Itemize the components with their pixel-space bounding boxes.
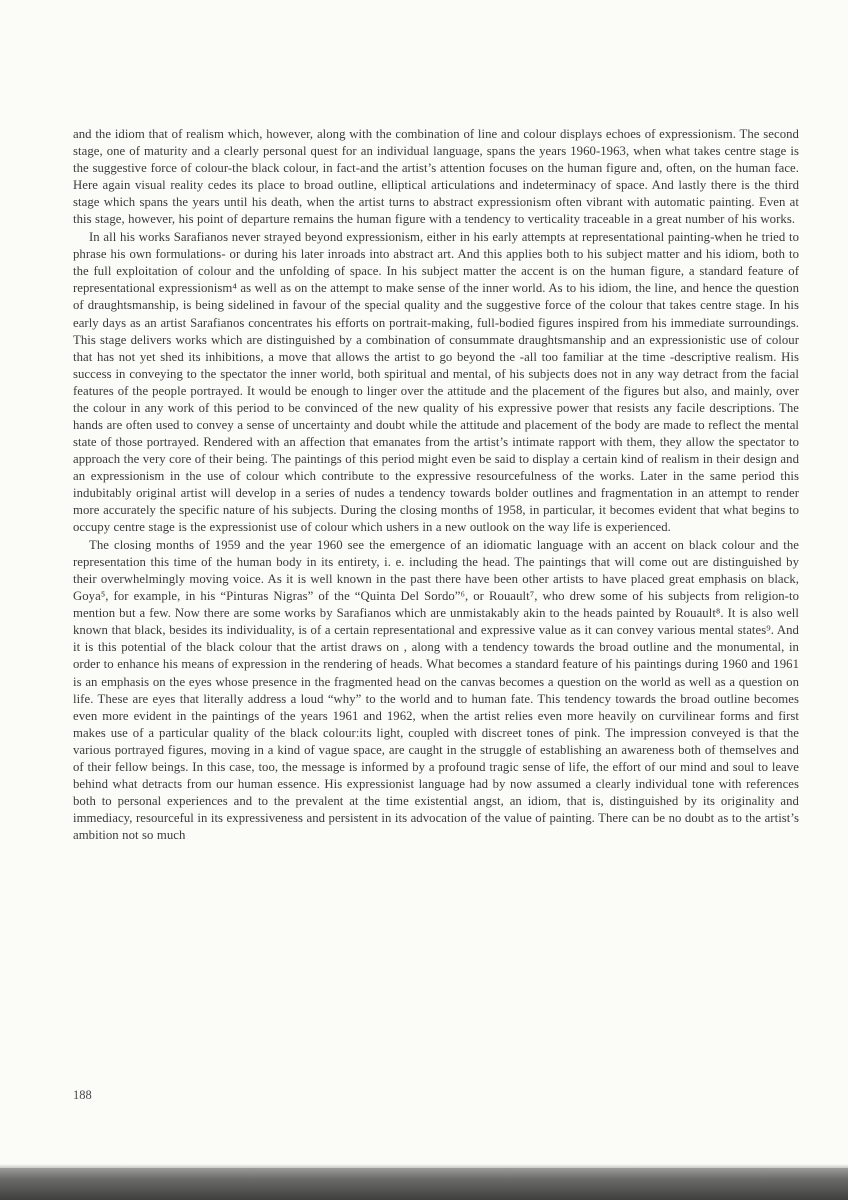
- page-number: 188: [73, 1088, 92, 1102]
- article-body: [73, 126, 799, 844]
- paragraph-2: In all his works Sarafianos never strayed beyond expressionism, either in his early attempts at representational painting-when he tried to phrase his own formulations- or during his later inroads into abstract art. And this applies both to his subject matter and his idiom, both to the full exploitation of colour and the unfolding of space. In his subject matter the accent is on the human figure, a standard feature of representational expressionism⁴ as well as on the attempt to make sense of the inner world. As to his idiom, the line, and hence the question of draughtsmanship, is being sidelined in favour of the special quality and the suggestive force of the colour that takes centre stage. In his early days as an artist Sarafianos concentrates his efforts on portrait-making, full-bodied figures inspired from his immediate surroundings. This stage delivers works which are distinguished by a combination of consummate draughtsmanship and an expressionistic use of colour that has not yet shed its inhibitions, a move that allows the artist to go beyond the -all too familiar at the time -descriptive realism. His success in conveying to the spectator the inner world, both spiritual and mental, of his subjects does not in any way detract from the facial features of the people portrayed. It would be enough to linger over the attitude and the placement of the figures but also, and mainly, over the colour in any work of this period to be convinced of the new quality of his expressive power that resists any facile descriptions. The hands are often used to convey a sense of uncertainty and doubt while the attitude and placement of the body are made to reflect the mental state of those portrayed. Rendered with an affection that emanates from the artist’s intimate rapport with them, they allow the spectator to approach the very core of their being. The paintings of this period might even be said to display a certain kind of realism in their design and an expressionism in the use of colour which contribute to the expressive resourcefulness of the works. Later in the same period this indubitably original artist will develop in a series of nudes a tendency towards bolder outlines and fragmentation in an attempt to render more accurately the specific nature of his subjects. During the closing months of 1958, in particular, it becomes evident that what begins to occupy centre stage is the expressionist use of colour which ushers in a new outlook on the way life is experienced.: [73, 230, 799, 535]
- paragraph-3: The closing months of 1959 and the year 1960 see the emergence of an idiomatic language with an accent on black colour and the representation this time of the human body in its entirety, i. e. including the head. The paintings that will come out are distinguished by their overwhelmingly moving voice. As it is well known in the past there have been other artists to have placed great emphasis on black, Goya⁵, for example, in his “Pinturas Nigras” of the “Quinta Del Sordo”⁶, or Rouault⁷, who drew some of his subjects from religion-to mention but a few. Now there are some works by Sarafianos which are unmistakably akin to the heads painted by Rouault⁸. It is also well known that black, besides its individuality, is of a certain representational and expressive value as it can convey various mental states⁹. And it is this potential of the black colour that the artist draws on , along with a tendency towards the broad outline and the monumental, in order to enhance his means of expression in the rendering of heads. What becomes a standard feature of his paintings during 1960 and 1961 is an emphasis on the eyes whose presence in the fragmented head on the canvas becomes a question on the world as well as a question on life. These are eyes that literally address a loud “why” to the world and to human fate. This tendency towards the broad outline becomes even more evident in the paintings of the years 1961 and 1962, when the artist relies even more heavily on curvilinear forms and first makes use of a particular quality of the black colour:its light, coupled with discreet tones of pink. The impression conveyed is that the various portrayed figures, moving in a kind of vague space, are caught in the struggle of establishing an awareness both of themselves and of their fellow beings. In this case, too, the message is informed by a profound tragic sense of life, the effort of our mind and soul to leave behind what detracts from our human essence. His expressionist language had by now assumed a clearly individual tone with references both to personal experiences and to the prevalent at the time existential angst, an idiom, that is, distinguished by its originality and immediacy, resourceful in its expressiveness and persistent in its advocation of the value of painting. There can be no doubt as to the artist’s ambition not so much: [73, 538, 799, 842]
- scan-bottom-border: [0, 1168, 848, 1200]
- paragraph-1: and the idiom that of realism which, however, along with the combination of line and colour displays echoes of expressionism. The second stage, one of maturity and a clearly personal quest for an individual language, spans the years 1960-1963, when what takes centre stage is the suggestive force of colour-the black colour, in fact-and the artist’s attention focuses on the human figure and, often, on the human face. Here again visual reality cedes its place to broad outline, elliptical articulations and indeterminacy of space. And lastly there is the third stage which spans the years until his death, when the artist turns to abstract expressionism often vibrant with automatic painting. Even at this stage, however, his point of departure remains the human figure with a tendency to verticality traceable in a great number of his works.: [73, 127, 799, 227]
